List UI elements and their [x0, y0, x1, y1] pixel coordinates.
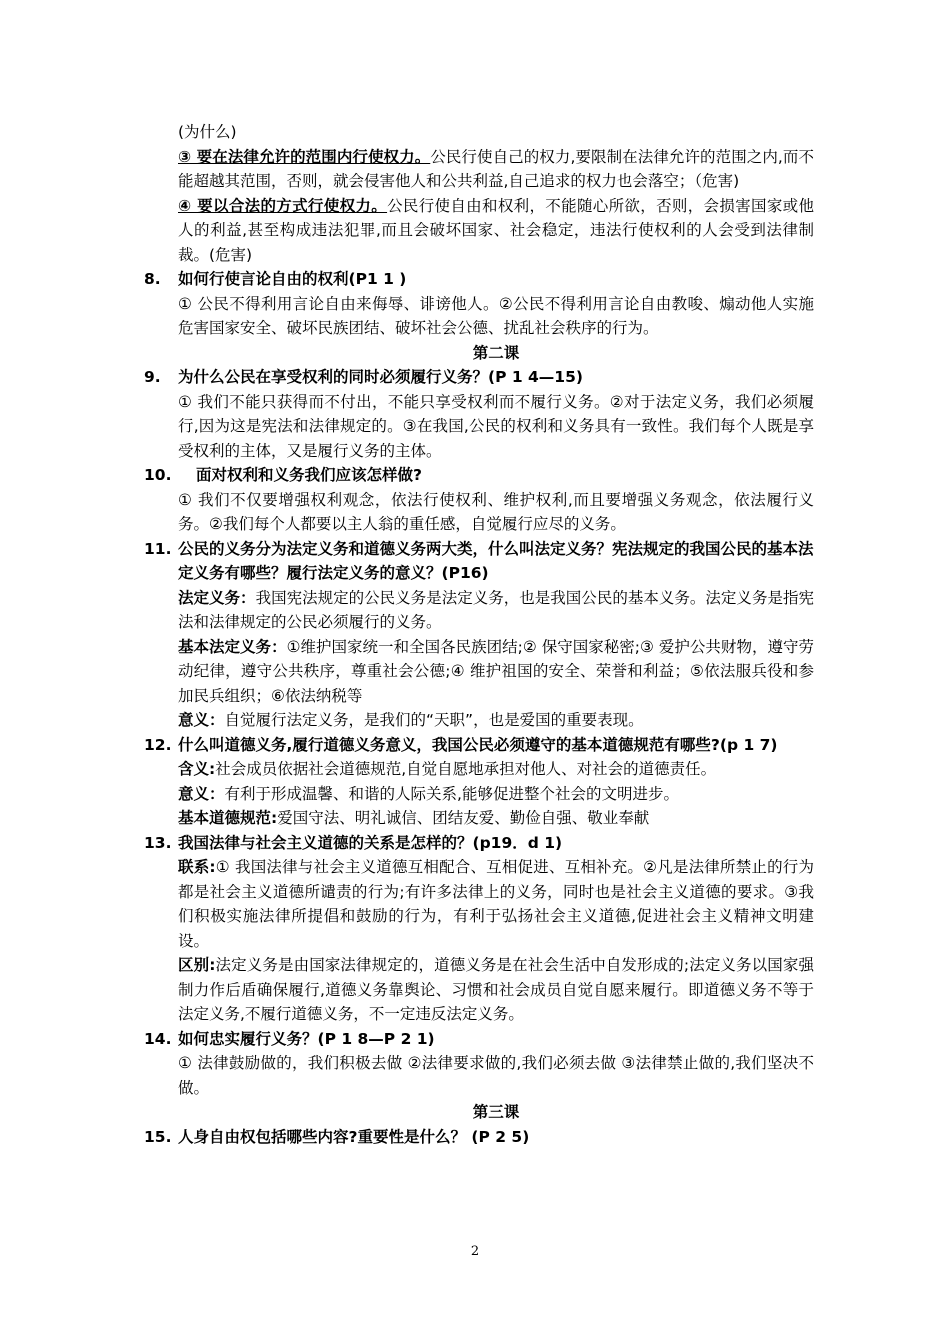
answer-8: ① 公民不得利用言论自由来侮辱、诽谤他人。②公民不得利用言论自由教唆、煽动他人实施危害国家安全、破坏民族团结、破坏社会公德、扰乱社会秩序的行为。: [178, 294, 814, 337]
answer-13-connection: [178, 855, 814, 953]
question-title: 如何忠实履行义务？(P 1 8—P 2 1): [178, 1029, 435, 1048]
question-8: [144, 267, 814, 292]
question-13: [144, 831, 814, 856]
answer-12-meaning: [178, 782, 814, 807]
question-number: 15.: [144, 1127, 172, 1146]
question-number: 11.: [144, 539, 172, 558]
question-title: 如何行使言论自由的权利(P1 1 ): [178, 270, 407, 288]
text: 法定义务是由国家法律规定的，道德义务是在社会生活中自发形成的;法定义务以国家强制力作后盾确保履行,道德义务靠舆论、习惯和社会成员自觉自愿来履行。即道德义务不等于法定义务,不履行道德义务，不一定违反法定义务。: [178, 956, 814, 1023]
answer-12-definition: [178, 757, 814, 782]
question-12: [144, 733, 814, 758]
paragraph-why: [178, 120, 814, 145]
text: ① 我国法律与社会主义道德互相配合、互相促进、互相补充。②凡是法律所禁止的行为都是社会主义道德所谴责的行为;有许多法律上的义务，同时也是社会主义道德的要求。③我们积极实施法律所提倡和鼓励的行为，有利于弘扬社会主义道德,促进社会主义精神文明建设。: [178, 858, 814, 950]
question-number: 12.: [144, 735, 172, 754]
text: 有利于形成温馨、和谐的人际关系,能够促进整个社会的文明进步。: [224, 784, 679, 803]
answer-11-basic-duties: [178, 635, 814, 709]
text: 自觉履行法定义务，是我们的“天职”，也是爱国的重要表现。: [224, 711, 644, 729]
answer-10: ① 我们不仅要增强权利观念，依法行使权利、维护权利,而且要增强义务观念，依法履行义务。②我们每个人都要以主人翁的重任感，自觉履行应尽的义务。: [178, 490, 814, 533]
question-title: 为什么公民在享受权利的同时必须履行义务？(P 1 4—15): [178, 368, 583, 386]
question-number: 14.: [144, 1029, 172, 1048]
answer-11-definition: [178, 586, 814, 635]
page-content: [144, 120, 814, 1149]
point-3-heading: ③ 要在法律允许的范围内行使权力。: [178, 147, 431, 166]
point-4-text: 公民行使自由和权利，不能随心所欲，否则，会损害国家或他人的利益,甚至构成违法犯罪,而且会破坏国家、社会稳定，违法行使权利的人会受到法律制裁。(危害): [178, 196, 814, 264]
paragraph-point-3: [178, 145, 814, 194]
lesson-heading-3: 第三课: [472, 1103, 520, 1121]
point-4-heading: ④ 要以合法的方式行使权力。: [178, 196, 388, 215]
label: 联系:: [178, 858, 216, 876]
question-title: 公民的义务分为法定义务和道德义务两大类，什么叫法定义务？宪法规定的我国公民的基本法定义务有哪些？履行法定义务的意义？(P16): [178, 539, 814, 582]
label: 含义:: [178, 760, 216, 778]
text: ①维护国家统一和全国各民族团结;② 保守国家秘密;③ 爱护公共财物，遵守劳动纪律，遵守公共秩序，尊重社会公德;④ 维护祖国的安全、荣誉和利益；⑤依法服兵役和参加民兵组织；⑥依法纳税等: [178, 637, 814, 705]
label: 区别:: [178, 956, 216, 974]
page-number: 2: [470, 1244, 480, 1259]
question-title: 什么叫道德义务,履行道德义务意义，我国公民必须遵守的基本道德规范有哪些?(p 1 7): [178, 735, 778, 754]
label: 基本道德规范:: [178, 809, 278, 827]
label: 基本法定义务：: [178, 637, 287, 656]
point-3-text: 公民行使自己的权力,要限制在法律允许的范围之内,而不能超越其范围，否则，就会侵害他人和公共利益,自己追求的权力也会落空；（危害): [178, 147, 814, 190]
answer-11-meaning: [178, 708, 814, 733]
answer-9: ① 我们不能只获得而不付出，不能只享受权利而不履行义务。②对于法定义务，我们必须履行,因为这是宪法和法律规定的。③在我国,公民的权利和义务具有一致性。我们每个人既是享受权利的主体，又是履行义务的主体。: [178, 392, 814, 460]
question-11: [144, 537, 814, 586]
lesson-heading-2: 第二课: [472, 343, 520, 362]
answer-12-norms: [178, 806, 814, 831]
question-title: 人身自由权包括哪些内容?重要性是什么？ (P 2 5): [178, 1127, 530, 1146]
text: 社会成员依据社会道德规范,自觉自愿地承担对他人、对社会的道德责任。: [215, 760, 717, 778]
answer-14: ① 法律鼓励做的，我们积极去做 ②法律要求做的,我们必须去做 ③法律禁止做的,我们坚决不做。: [178, 1054, 814, 1097]
question-title: 面对权利和义务我们应该怎样做?: [196, 466, 422, 484]
text: 爱国守法、明礼诚信、团结友爱、勤俭自强、敬业奉献: [277, 809, 650, 827]
text: 我国宪法规定的公民义务是法定义务，也是我国公民的基本义务。法定义务是指宪法和法律规定的公民必须履行的义务。: [178, 588, 814, 631]
paragraph-point-4: [178, 194, 814, 268]
label: 意义：: [178, 711, 225, 729]
label: 意义：: [178, 784, 225, 803]
question-15: [144, 1125, 814, 1150]
question-14: [144, 1027, 814, 1052]
text-why: (为什么): [178, 123, 237, 141]
question-title: 我国法律与社会主义道德的关系是怎样的？(p19．d 1): [178, 833, 563, 852]
question-number: 10.: [144, 466, 172, 484]
answer-13-difference: [178, 953, 814, 1027]
question-number: 9.: [144, 368, 161, 386]
question-number: 13.: [144, 833, 172, 852]
question-10: [144, 463, 814, 488]
question-number: 8.: [144, 270, 161, 288]
label: 法定义务：: [178, 588, 256, 607]
question-9: [144, 365, 814, 390]
